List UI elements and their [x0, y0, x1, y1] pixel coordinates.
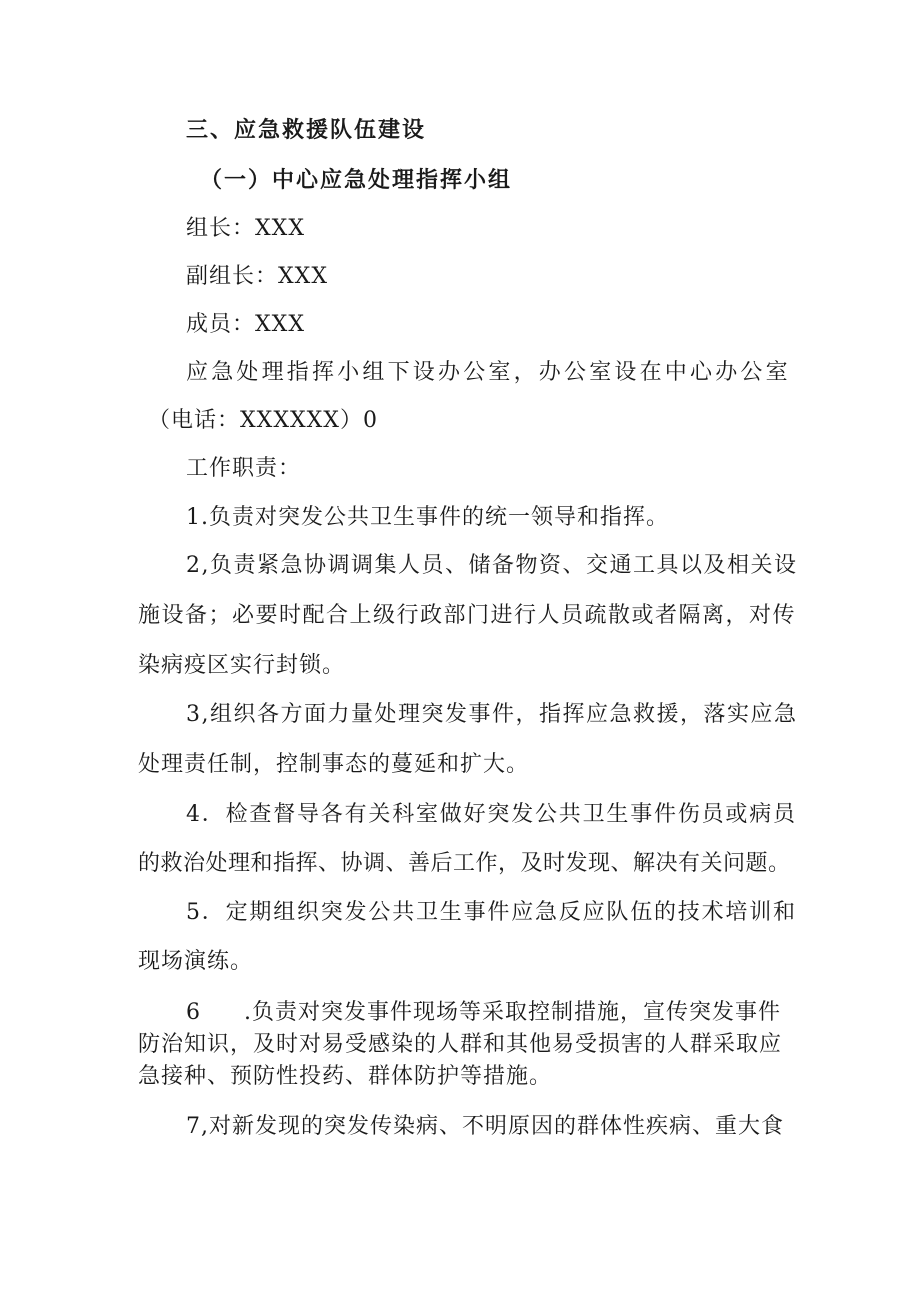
- duty-item-5-line-2: 现场演练。: [138, 949, 254, 974]
- duty-item-3-line-1: 3,组织各方面力量处理突发事件，指挥应急救援，落实应急: [186, 702, 798, 727]
- duties-heading: 工作职责：: [186, 456, 302, 481]
- duty-item-2-line-3: 染病疫区实行封锁。: [138, 653, 346, 678]
- duty-item-4-line-2: 的救治处理和指挥、协调、善后工作，及时发现、解决有关问题。: [138, 851, 791, 876]
- leader-line: 组长：XXX: [186, 216, 305, 241]
- duty-item-2-line-2: 施设备；必要时配合上级行政部门进行人员疏散或者隔离，对传: [138, 603, 797, 628]
- duty-item-5-line-1: 5．定期组织突发公共卫生事件应急反应队伍的技术培训和: [186, 900, 797, 925]
- duty-item-4-line-1: 4．检查督导各有关科室做好突发公共卫生事件伤员或病员: [186, 802, 797, 827]
- duty-item-6-number: 6: [186, 1000, 200, 1025]
- subsection-title: （一）中心应急处理指挥小组: [200, 168, 513, 193]
- duty-item-2-line-1: 2,负责紧急协调调集人员、储备物资、交通工具以及相关设: [186, 553, 798, 578]
- office-line-1: 应急处理指挥小组下设办公室，办公室设在中心办公室: [186, 360, 791, 385]
- duty-item-7-line-1: 7,对新发现的突发传染病、不明原因的群体性疾病、重大食: [186, 1114, 784, 1139]
- duty-item-6-line-2: 防治知识，及时对易受感染的人群和其他易受损害的人群采取应: [138, 1032, 783, 1057]
- office-line-2: （电话：XXXXXX）0: [148, 408, 378, 433]
- duty-item-6-line-1: .负责对突发事件现场等采取控制措施，宣传突发事件: [244, 1000, 781, 1025]
- duty-item-6-line-3: 急接种、预防性投药、群体防护等措施。: [138, 1064, 553, 1089]
- duty-item-1: 1.负责对突发公共卫生事件的统一领导和指挥。: [186, 505, 669, 530]
- section-title: 三、应急救援队伍建设: [186, 118, 427, 143]
- deputy-leader-line: 副组长：XXX: [186, 264, 328, 289]
- duty-item-3-line-2: 处理责任制，控制事态的蔓延和扩大。: [138, 752, 530, 777]
- members-line: 成员：XXX: [186, 312, 305, 337]
